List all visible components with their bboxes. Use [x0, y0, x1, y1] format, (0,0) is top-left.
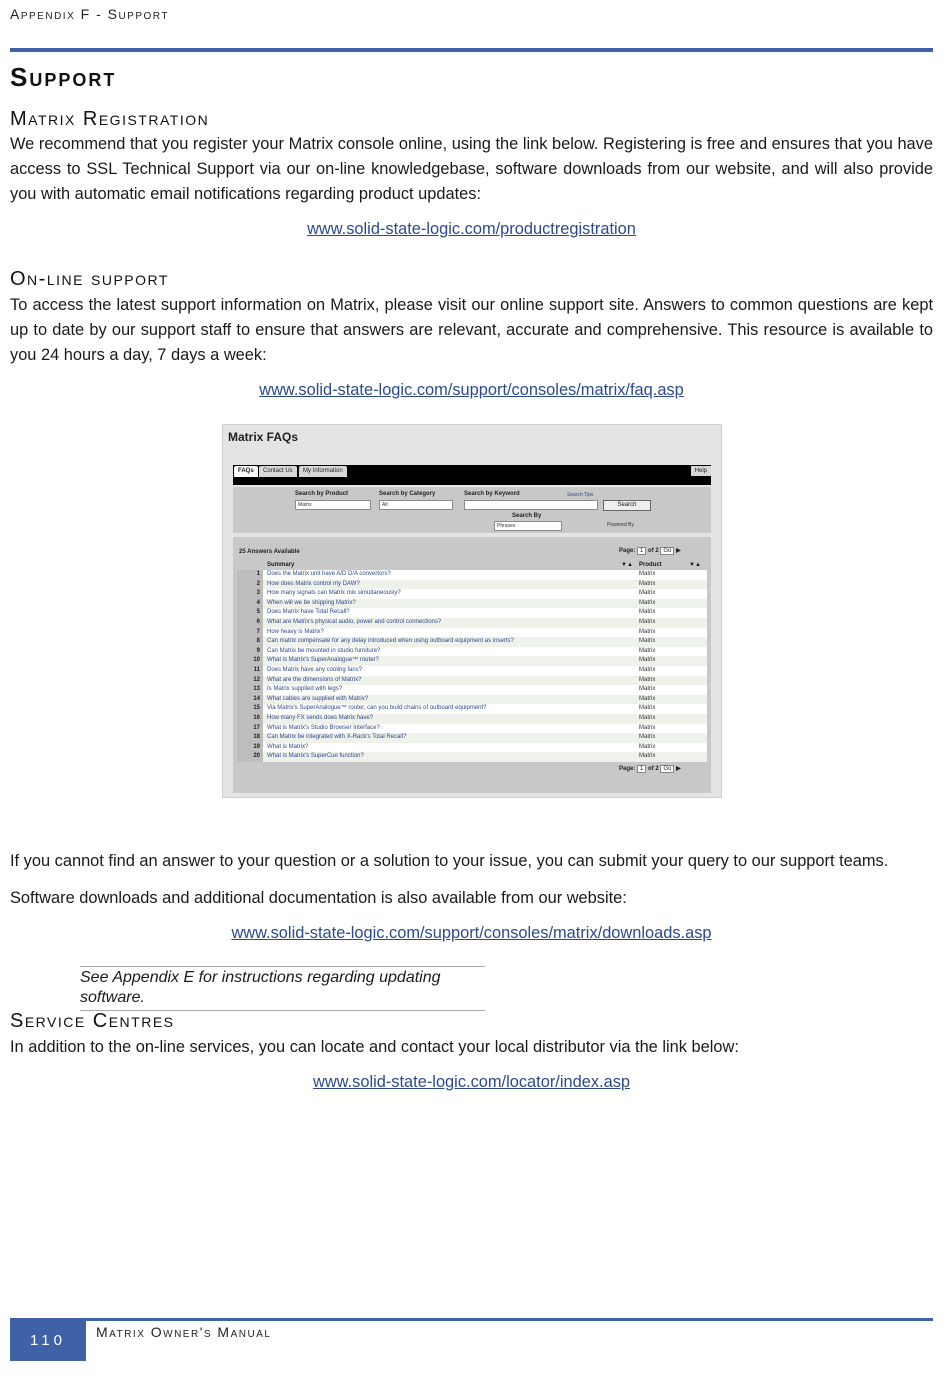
table-row[interactable]: [237, 618, 707, 628]
page-select[interactable]: 1: [637, 547, 646, 555]
row-number: 10: [237, 656, 263, 666]
page-label: Page:: [619, 548, 636, 554]
page-label-bottom: Page:: [619, 766, 636, 772]
row-number: 16: [237, 714, 263, 724]
page-of: of 2: [648, 548, 659, 554]
search-by-select[interactable]: Phrases: [494, 521, 562, 531]
search-tips-link[interactable]: Search Tips: [567, 492, 594, 498]
table-row[interactable]: [237, 733, 707, 743]
search-keyword-input[interactable]: [464, 500, 598, 510]
registration-heading: Matrix Registration: [10, 108, 210, 130]
row-product: Matrix: [639, 714, 656, 721]
table-body: [237, 570, 707, 762]
search-category-select[interactable]: All: [379, 500, 453, 510]
row-number: 3: [237, 589, 263, 599]
go-button[interactable]: Go: [660, 547, 674, 555]
table-row[interactable]: [237, 637, 707, 647]
powered-by-label: Powered By: [607, 522, 634, 528]
table-row[interactable]: [237, 580, 707, 590]
row-number: 7: [237, 628, 263, 638]
table-row[interactable]: [237, 685, 707, 695]
page-number: 110: [10, 1320, 86, 1361]
service-body: In addition to the on-line services, you can locate and contact your local distributor via the link below:: [10, 1038, 739, 1056]
registration-link[interactable]: www.solid-state-logic.com/productregistration: [307, 220, 636, 238]
search-panel: [233, 487, 711, 533]
search-by-label: Search By: [512, 513, 542, 519]
table-row[interactable]: [237, 714, 707, 724]
footer-rule: [10, 1318, 933, 1321]
table-row[interactable]: [237, 599, 707, 609]
row-product: Matrix: [639, 657, 656, 664]
page-of-bottom: of 2: [648, 766, 659, 772]
row-summary-link[interactable]: Can Matrix be mounted in studio furniture?: [267, 647, 381, 654]
page-title: Support: [10, 62, 117, 92]
search-keyword-label: Search by Keyword: [464, 491, 520, 497]
row-product: Matrix: [639, 638, 656, 645]
row-summary-link[interactable]: Does Matrix have any cooling fans?: [267, 666, 363, 673]
faq-screenshot: [222, 424, 722, 798]
row-number: 18: [237, 733, 263, 743]
search-product-label: Search by Product: [295, 491, 349, 497]
row-number: 1: [237, 570, 263, 580]
row-product: Matrix: [639, 609, 656, 616]
search-product-select[interactable]: Matrix: [295, 500, 371, 510]
row-product: Matrix: [639, 590, 656, 597]
downloads-link[interactable]: www.solid-state-logic.com/support/consoles/matrix/downloads.asp: [231, 924, 712, 942]
row-product: Matrix: [639, 666, 656, 673]
row-summary-link[interactable]: How heavy is Matrix?: [267, 628, 325, 635]
faq-table: [237, 561, 707, 762]
row-number: 19: [237, 743, 263, 753]
row-summary-link[interactable]: Via Matrix's SuperAnalogue™ router, can you build chains of outboard equipment?: [267, 705, 487, 712]
row-product: Matrix: [639, 695, 656, 702]
row-product: Matrix: [639, 599, 656, 606]
table-header: [237, 561, 707, 570]
row-number: 14: [237, 695, 263, 705]
manual-title: Matrix Owner's Manual: [96, 1324, 272, 1340]
table-row[interactable]: [237, 743, 707, 753]
row-product: Matrix: [639, 676, 656, 683]
row-summary-link[interactable]: What is Matrix's SuperCue function?: [267, 753, 364, 760]
online-support-body: To access the latest support information on Matrix, please visit our online support site. Answers to common questions are kept up to date by our support staff to ensure that answers are relevant, accurate and comprehensive. This resource is available to you 24 hours a day, 7 days a week:: [10, 296, 933, 364]
table-row[interactable]: [237, 647, 707, 657]
table-row[interactable]: [237, 704, 707, 714]
row-summary-link[interactable]: What are the dimensions of Matrix?: [267, 676, 362, 683]
results-panel: [233, 537, 711, 793]
header-rule: [10, 48, 933, 52]
row-summary-link[interactable]: Can matrix compensate for any delay introduced when using outboard equipment as inserts?: [267, 638, 514, 645]
table-row[interactable]: [237, 628, 707, 638]
row-summary-link[interactable]: What cables are supplied with Matrix?: [267, 695, 369, 702]
tab-contact-us[interactable]: Contact Us: [259, 466, 297, 477]
row-number: 13: [237, 685, 263, 695]
row-summary-link[interactable]: When will we be shipping Matrix?: [267, 599, 356, 606]
table-row[interactable]: [237, 752, 707, 762]
appendix-note: See Appendix E for instructions regarding updating software.: [80, 966, 485, 1011]
locator-link[interactable]: www.solid-state-logic.com/locator/index.asp: [312, 1073, 631, 1091]
row-number: 8: [237, 637, 263, 647]
page-select-bottom[interactable]: 1: [637, 765, 646, 773]
faq-screenshot-title: Matrix FAQs: [228, 430, 299, 444]
search-category-label: Search by Category: [379, 491, 436, 497]
running-header: Appendix F - Support: [10, 6, 169, 22]
online-support-heading: On-line support: [10, 268, 169, 290]
row-number: 11: [237, 666, 263, 676]
tab-faqs[interactable]: FAQs: [234, 466, 258, 477]
row-product: Matrix: [639, 705, 656, 712]
row-summary-link[interactable]: Does Matrix have Total Recall?: [267, 609, 350, 616]
row-number: 4: [237, 599, 263, 609]
row-summary-link[interactable]: What is Matrix's SuperAnalogue™ router?: [267, 657, 379, 664]
table-row[interactable]: [237, 589, 707, 599]
row-product: Matrix: [639, 686, 656, 693]
row-product: Matrix: [639, 753, 656, 760]
row-summary-link[interactable]: What is Matrix?: [267, 743, 309, 750]
row-number: 5: [237, 608, 263, 618]
row-number: 12: [237, 676, 263, 686]
pager-bottom: [619, 765, 681, 773]
table-row[interactable]: [237, 695, 707, 705]
row-summary-link[interactable]: How many FX sends does Matrix have?: [267, 714, 374, 721]
row-summary-link[interactable]: What is Matrix's Studio Browser Interface?: [267, 724, 380, 731]
row-product: Matrix: [639, 580, 656, 587]
row-summary-link[interactable]: How many signals can Matrix mix simultaneously?: [267, 590, 401, 597]
next-page-icon[interactable]: ▶: [676, 766, 681, 772]
search-button[interactable]: Search: [603, 500, 651, 511]
row-number: 15: [237, 704, 263, 714]
row-product: Matrix: [639, 628, 656, 635]
table-row[interactable]: [237, 666, 707, 676]
row-summary-link[interactable]: Is Matrix supplied with legs?: [267, 686, 343, 693]
answers-available: 25 Answers Available: [239, 549, 300, 555]
row-product: Matrix: [639, 571, 656, 577]
row-summary-link[interactable]: Can Matrix be integrated with X-Rack's Total Recall?: [267, 734, 407, 741]
row-product: Matrix: [639, 618, 656, 625]
col-product[interactable]: Product: [639, 562, 662, 568]
table-row[interactable]: [237, 570, 707, 580]
go-button-bottom[interactable]: Go: [660, 765, 674, 773]
table-row[interactable]: [237, 724, 707, 734]
pager-top: [619, 547, 681, 555]
col-summary[interactable]: Summary: [267, 562, 295, 568]
row-product: Matrix: [639, 734, 656, 741]
tab-my-information[interactable]: My Information: [299, 466, 347, 477]
row-product: Matrix: [639, 743, 656, 750]
table-row[interactable]: [237, 608, 707, 618]
row-summary-link[interactable]: Does the Matrix unit have A/D D/A convertors?: [267, 571, 391, 577]
registration-body: We recommend that you register your Matrix console online, using the link below. Registering is free and ensures that you have access to SSL Technical Support via our on-line knowledgebase, software downloads from our website, and will also provide you with automatic email notifications regarding product updates:: [10, 135, 933, 203]
no-answer-text: If you cannot find an answer to your question or a solution to your issue, you can submit your query to our support teams.: [10, 852, 889, 870]
row-number: 6: [237, 618, 263, 628]
service-heading: Service Centres: [10, 1010, 175, 1032]
table-row[interactable]: [237, 676, 707, 686]
downloads-text: Software downloads and additional documentation is also available from our website:: [10, 889, 627, 907]
row-summary-link[interactable]: What are Matrix's physical audio, power and control connections?: [267, 618, 442, 625]
sort-product-icon[interactable]: ▼▲: [689, 562, 701, 568]
table-row[interactable]: [237, 656, 707, 666]
row-number: 9: [237, 647, 263, 657]
row-number: 2: [237, 580, 263, 590]
row-number: 17: [237, 724, 263, 734]
row-summary-link[interactable]: How does Matrix control my DAW?: [267, 580, 360, 587]
next-page-icon[interactable]: ▶: [676, 548, 681, 554]
faq-link[interactable]: www.solid-state-logic.com/support/consoles/matrix/faq.asp: [259, 381, 684, 399]
row-number: 20: [237, 752, 263, 762]
row-product: Matrix: [639, 647, 656, 654]
sort-summary-icon[interactable]: ▼▲: [621, 562, 633, 568]
help-button[interactable]: Help: [691, 466, 711, 476]
row-product: Matrix: [639, 724, 656, 731]
